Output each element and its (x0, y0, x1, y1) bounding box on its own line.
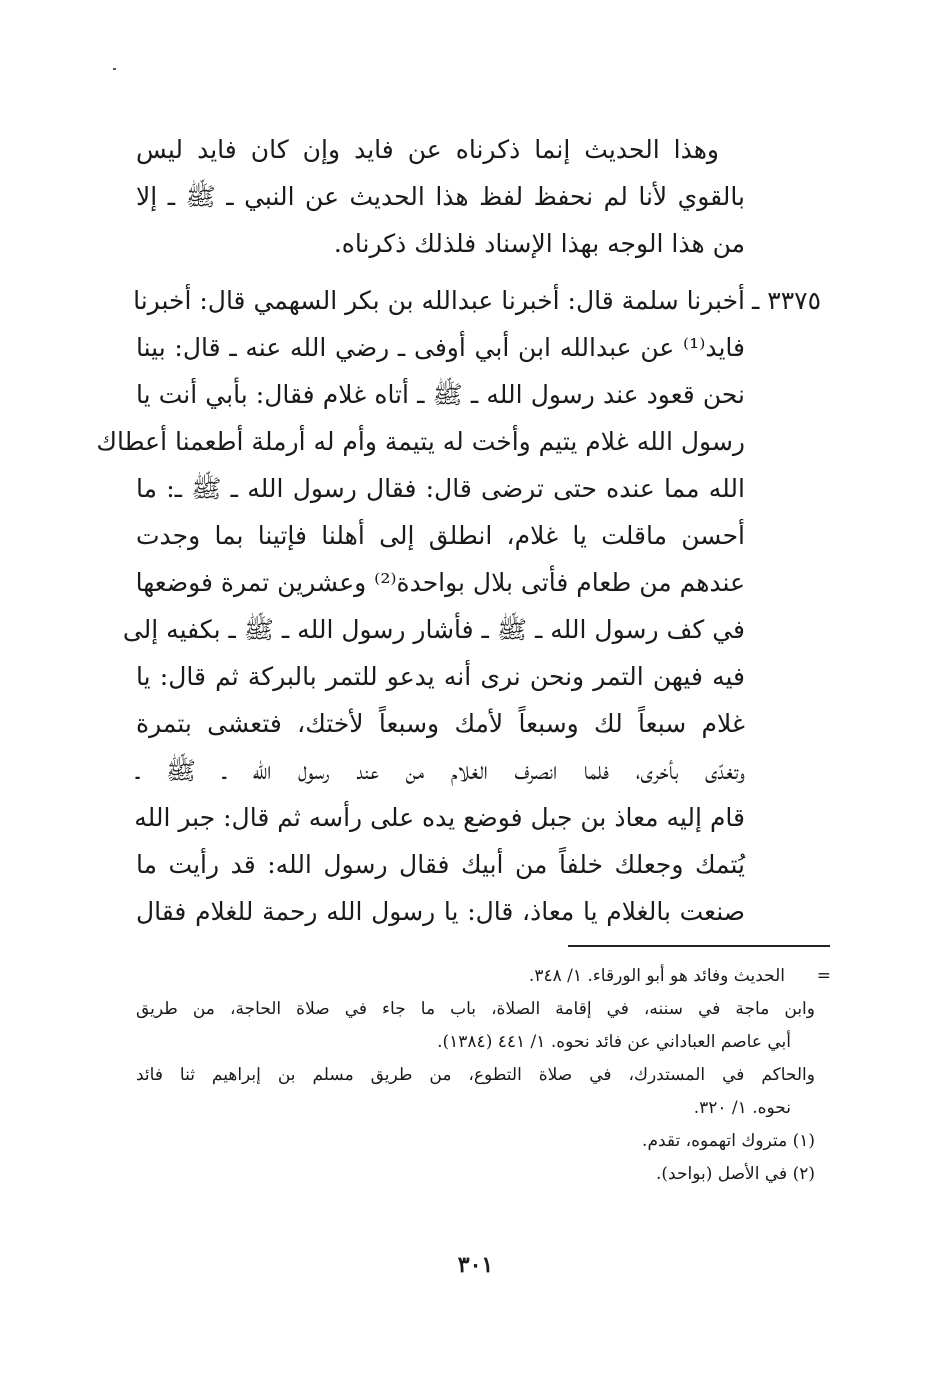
scan-speck (113, 68, 116, 70)
footnote-line: = الحديث وفائد هو أبو الورقاء. ١/ ٣٤٨. (0, 960, 951, 993)
hadith-line: ٣٣٧٥ ـ أخبرنا سلمة قال: أخبرنا عبدالله بن بكر السهمي قال: أخبرنا (0, 277, 951, 324)
hadith-line: فيه فيهن التمر ونحن نرى أنه يدعو للتمر بالبركة ثم قال: يا (136, 662, 745, 691)
hadith-line: عندهم من طعام فأتى بلال بواحدة⁽²⁾ وعشرين تمرة فوضعها (135, 568, 745, 597)
intro-line: بالقوي لأنا لم نحفظ لفظ هذا الحديث عن النبي ـ ﷺ ـ إلا (136, 182, 745, 211)
footnote-1: (١) متروك اتهموه، تقدم. (642, 1131, 815, 1151)
footnote-line: أبي عاصم العباداني عن فائد نحوه. ١/ ٤٤١ (١٣٨٤). (437, 1032, 791, 1052)
intro-line: من هذا الوجه بهذا الإسناد فلذلك ذكرناه. (333, 229, 745, 258)
hadith-line: الله مما عنده حتى ترضى قال: فقال رسول الله ـ ﷺ ـ: ما (136, 474, 745, 503)
hadith-line: صنعت بالغلام يا معاذ، قال: يا رسول الله رحمة للغلام فقال (136, 897, 745, 926)
footnote-line: والحاكم في المستدرك، في صلاة التطوع، من طريق مسلم بن إبراهيم ثنا فائد (136, 1065, 815, 1085)
footnote-line: وابن ماجة في سننه، في إقامة الصلاة، باب ما جاء في صلاة الحاجة، من طريق (136, 999, 815, 1019)
hadith-line: رسول الله غلام يتيم وأخت له يتيمة وأم له أرملة أطعمنا أعطاك (96, 427, 745, 456)
footnote-separator (568, 945, 830, 947)
hadith-line: وتغدّى بأخرى، فلما انصرف الغلام من عند رسول الله ـ ﷺ ـ (136, 756, 745, 785)
footnote-2: (٢) في الأصل (بواحد). (656, 1164, 815, 1184)
intro-line: وهذا الحديث إنما ذكرناه عن فايد وإن كان فايد ليس (136, 135, 719, 164)
hadith-line: فايد⁽¹⁾ عن عبدالله ابن أبي أوفى ـ رضي الله عنه ـ قال: بينا (136, 333, 745, 362)
hadith-line: نحن قعود عند رسول الله ـ ﷺ ـ أتاه غلام فقال: بأبي أنت يا (136, 380, 745, 409)
hadith-line: قام إليه معاذ بن جبل فوضع يده على رأسه ثم قال: جبر الله (134, 803, 745, 832)
hadith-line: يُتمك وجعلك خلفاً من أبيك فقال رسول الله: قد رأيت ما (136, 850, 745, 879)
hadith-number: ٣٣٧٥ ـ (752, 286, 821, 315)
hadith-line: أحسن ماقلت يا غلام، انطلق إلى أهلنا فإتينا بما وجدت (136, 521, 745, 550)
main-text (0, 126, 951, 935)
footnote-line: نحوه. ١/ ٣٢٠. (693, 1098, 791, 1118)
footnotes (0, 960, 951, 1191)
hadith-line: في كف رسول الله ـ ﷺ ـ فأشار رسول الله ـ ﷺ ـ بكفيه إلى (122, 615, 745, 644)
hadith-line: غلام سبعاً لك وسبعاً لأمك وسبعاً لأختك، فتعشى بتمرة (136, 709, 745, 738)
page-number: ٣٠١ (457, 1252, 494, 1278)
continuation-marker: = (816, 966, 831, 986)
